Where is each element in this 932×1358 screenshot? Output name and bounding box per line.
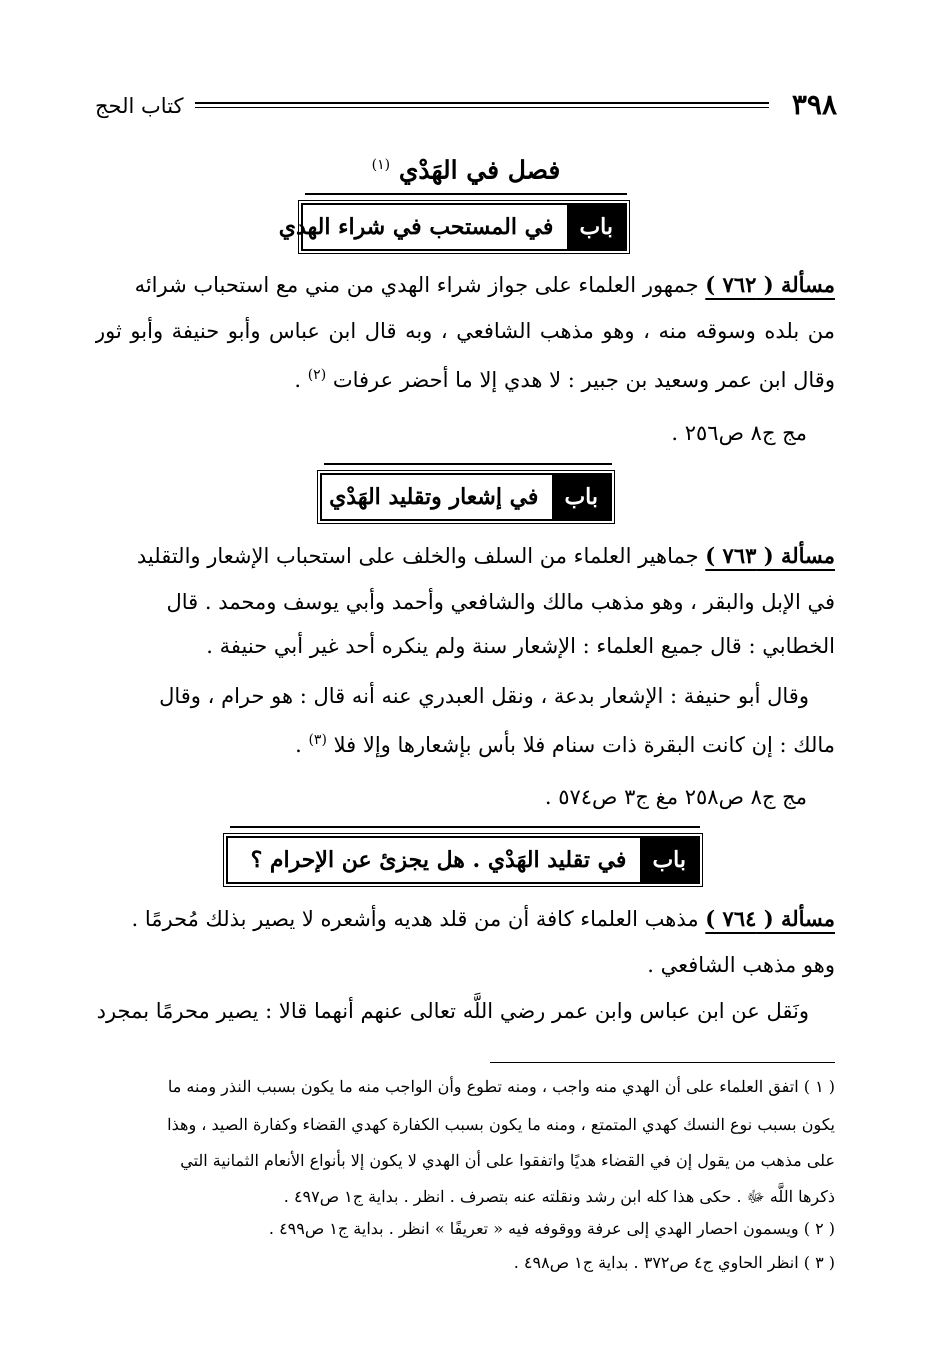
- footnote-line: ( ١ ) اتفق العلماء على أن الهدي منه واجب ، ومنه تطوع وأن الواجب منه ما يكون بسبب النذر ومنه ما: [167, 1077, 835, 1096]
- paragraph-line: [95, 266, 835, 304]
- footnote-mark: (١): [371, 157, 391, 173]
- bab-label: باب: [567, 205, 625, 249]
- page-number: ٣٩٨: [791, 88, 837, 121]
- book-title: كتاب الحج: [95, 94, 184, 118]
- paragraph-line: [95, 900, 835, 938]
- bab-heading-3: [226, 836, 700, 884]
- bab-heading-1: [278, 203, 627, 251]
- source-reference: مج ج٨ ص٢٥٦ .: [671, 421, 807, 445]
- header-rule: [195, 102, 769, 108]
- bab-label: باب: [552, 475, 610, 519]
- footnote-line: يكون بسبب نوع النسك كهدي المتمتع ، ومنه ما يكون بسبب الكفارة كهدي القضاء وكفارة الصيد ، وهذا: [167, 1115, 835, 1134]
- footnote-mark: (٣): [308, 732, 327, 748]
- bab-top-rule: [324, 463, 612, 465]
- chapter-heading: [0, 145, 932, 190]
- masala-number: مسألة ( ٧٦٢ ): [705, 272, 835, 297]
- bab-title: في المستحب في شراء الهدي: [278, 214, 554, 240]
- running-header: [95, 88, 837, 128]
- text-line: مالك : إن كانت البقرة ذات سنام فلا بأس بإشعارها وإلا فلا: [333, 733, 835, 757]
- paragraph-line: ونَقل عن ابن عباس وابن عمر رضي اللَّه تعالى عنهم أنهما قالا : يصير محرمًا بمجرد: [96, 999, 809, 1023]
- masala-number: مسألة ( ٧٦٤ ): [705, 906, 835, 931]
- footnote-line: ( ٢ ) ويسمون احصار الهدي إلى عرفة ووقوفه فيه « تعريفًا » انظر . بداية ج١ ص٤٩٩ .: [268, 1219, 835, 1238]
- chapter-title: فصل في الهَدْي: [398, 155, 561, 185]
- bab-label: باب: [640, 838, 698, 882]
- text-line: جماهير العلماء من السلف والخلف على استحباب الإشعار والتقليد: [136, 544, 699, 568]
- bab-top-rule: [230, 826, 700, 828]
- bab-title: في تقليد الهَدْي . هل يجزئ عن الإحرام ؟: [250, 847, 627, 873]
- footnote-separator: [490, 1062, 835, 1063]
- text-line: جمهور العلماء على جواز شراء الهدي من مني مع استحباب شرائه: [134, 273, 699, 297]
- paragraph-line: الخطابي : قال جميع العلماء : الإشعار سنة ولم ينكره أحد غير أبي حنيفة .: [206, 634, 835, 658]
- footnote-line: على مذهب من يقول إن في القضاء هديًا واتفقوا على أن الهدي لا يكون إلا بأنواع الأنعام الثمانية التي: [180, 1151, 835, 1170]
- footnote-line: ذكرها اللَّه ﷻ . حكى هذا كله ابن رشد ونقلته عنه بتصرف . انظر . بداية ج١ ص٤٩٧ .: [283, 1187, 835, 1206]
- paragraph-line: مالك : إن كانت البقرة ذات سنام فلا بأس بإشعارها وإلا فلا $^{(٣)}$ .: [295, 732, 835, 757]
- paragraph-line: وقال أبو حنيفة : الإشعار بدعة ، ونقل العبدري عنه أنه قال : هو حرام ، وقال: [159, 684, 809, 708]
- source-reference: مج ج٨ ص٢٥٨ مغ ج٣ ص٥٧٤ .: [544, 785, 807, 809]
- bab-title: في إشعار وتقليد الهَدْي: [329, 484, 539, 510]
- text-line: مذهب العلماء كافة أن من قلد هديه وأشعره لا يصير بذلك مُحرمًا .: [131, 907, 699, 931]
- paragraph-line: [95, 537, 835, 575]
- paragraph-line: وهو مذهب الشافعي .: [647, 953, 835, 977]
- paragraph-line: من بلده وسوقه منه ، وهو مذهب الشافعي ، وبه قال ابن عباس وأبو حنيفة وأبو ثور: [95, 319, 835, 343]
- paragraph-line: في الإبل والبقر ، وهو مذهب مالك والشافعي وأحمد وأبي يوسف ومحمد . قال: [166, 590, 835, 614]
- masala-number: مسألة ( ٧٦٣ ): [705, 543, 835, 568]
- footnote-line: ( ٣ ) انظر الحاوي ج٤ ص٣٧٢ . بداية ج١ ص٤٩٨ .: [513, 1253, 835, 1272]
- bab-top-rule: [305, 193, 627, 195]
- paragraph-line: وقال ابن عمر وسعيد بن جبير : لا هدي إلا ما أحضر عرفات $^{(٢)}$ .: [294, 367, 835, 392]
- text-line: وقال ابن عمر وسعيد بن جبير : لا هدي إلا ما أحضر عرفات: [332, 368, 835, 392]
- bab-heading-2: [320, 473, 612, 521]
- footnote-mark: (٢): [307, 367, 327, 383]
